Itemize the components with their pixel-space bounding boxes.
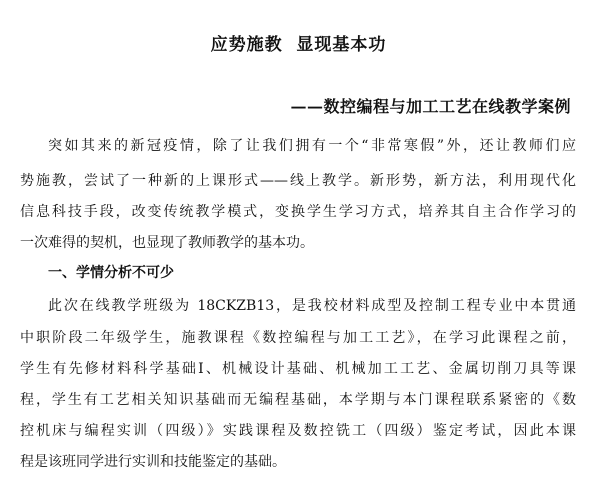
intro-paragraph-line: 势施教，尝试了一种新的上课形式——线上教学。新形势，新方法，利用现代化 — [20, 173, 576, 189]
section-paragraph-line: 程，学生有工艺相关知识基础而无编程基础，本学期与本门课程联系紧密的《数 — [20, 392, 576, 408]
document-subtitle: ——数控编程与加工工艺在线教学案例 — [290, 97, 571, 116]
section-paragraph-line: 中职阶段二年级学生，施教课程《数控编程与加工工艺》，在学习此课程之前， — [20, 330, 576, 346]
document-title: 应势施教 显现基本功 — [210, 35, 387, 55]
intro-paragraph-line: 一次难得的契机，也显现了教师教学的基本功。 — [20, 235, 314, 251]
section-paragraph-line: 此次在线教学班级为 18CKZB13，是我校材料成型及控制工程专业中本贯通 — [48, 298, 576, 314]
intro-paragraph-line: 信息科技手段，改变传统教学模式，变换学生学习方式，培养其自主合作学习的 — [20, 204, 576, 220]
section-paragraph-line: 学生有先修材料科学基础Ⅰ、机械设计基础、机械加工工艺、金属切削刀具等课 — [20, 361, 576, 377]
section-heading: 一、学情分析不可少 — [48, 265, 174, 281]
intro-paragraph-line: 突如其来的新冠疫情，除了让我们拥有一个“非常寒假”外，还让教师们应 — [48, 138, 576, 154]
section-paragraph-line: 控机床与编程实训（四级）》实践课程及数控铣工（四级）鉴定考试，因此本课 — [20, 423, 576, 439]
section-paragraph-line: 程是该班同学进行实训和技能鉴定的基础。 — [20, 454, 286, 470]
